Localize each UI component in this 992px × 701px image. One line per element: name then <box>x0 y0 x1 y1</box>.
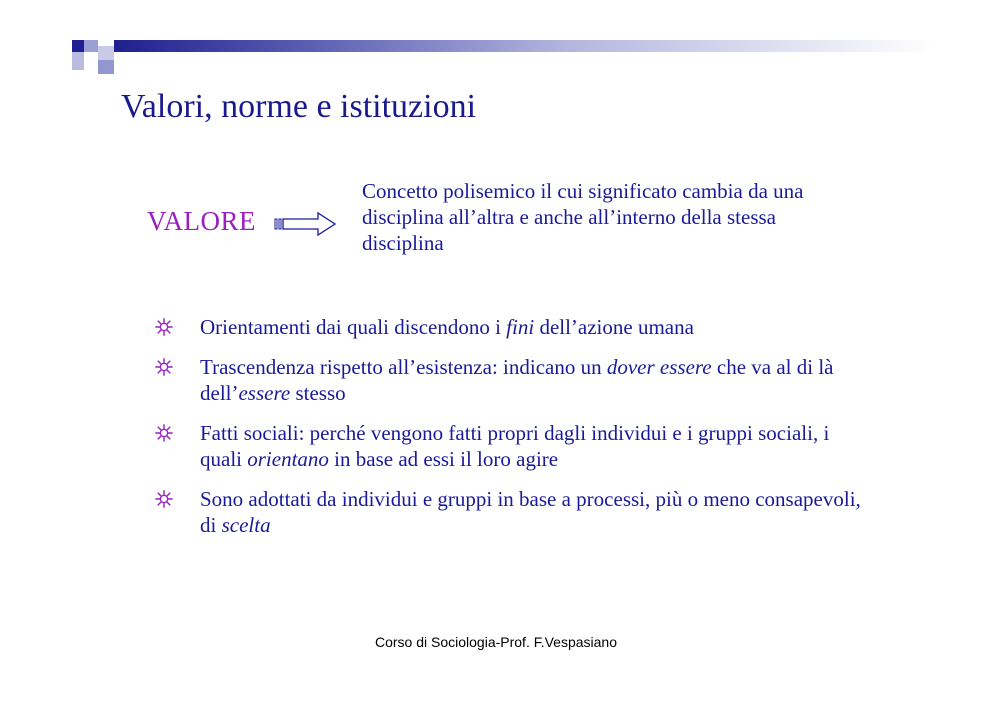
bullet-emphasis: essere <box>238 381 291 405</box>
deco-gradient-bar <box>114 40 934 52</box>
bullet-list <box>155 314 875 552</box>
bullet-emphasis: dover essere <box>606 355 712 379</box>
slide-footer: Corso di Sociologia-Prof. F.Vespasiano <box>374 634 618 650</box>
bullet-text: che va al di là dell’ <box>200 355 834 405</box>
outline-right-arrow-icon <box>274 212 336 236</box>
star-burst-bullet-icon <box>155 490 173 508</box>
deco-square <box>98 46 114 60</box>
slide-title: Valori, norme e istituzioni <box>121 88 477 125</box>
deco-square <box>84 40 98 52</box>
bullet-text: Sono adottati da individui e gruppi in base a processi, più o meno consapevoli, di <box>200 487 861 537</box>
deco-square <box>72 40 84 52</box>
definition-text: Concetto polisemico il cui significato cambia da una disciplina all’altra e anche all’interno della stessa disciplina <box>362 179 804 255</box>
bullet-text: Trascendenza rispetto all’esistenza: indicano un <box>200 355 607 379</box>
list-item <box>155 486 875 538</box>
deco-square <box>98 60 114 74</box>
term-label: VALORE <box>147 206 257 236</box>
list-item <box>155 354 875 406</box>
bullet-text: in base ad essi il loro agire <box>328 447 559 471</box>
bullet-emphasis: fini <box>506 315 535 339</box>
list-item <box>155 314 875 340</box>
header-decoration <box>72 40 932 80</box>
bullet-text: Orientamenti dai quali discendono i <box>200 315 507 339</box>
bullet-emphasis: orientano <box>247 447 329 471</box>
bullet-emphasis: scelta <box>221 513 271 537</box>
bullet-text: stesso <box>290 381 346 405</box>
star-burst-bullet-icon <box>155 318 173 336</box>
list-item <box>155 420 875 472</box>
star-burst-bullet-icon <box>155 424 173 442</box>
deco-square <box>72 52 84 70</box>
bullet-text: Fatti sociali: perché vengono fatti propri dagli individui e i gruppi sociali, i quali <box>200 421 830 471</box>
deco-square <box>84 52 98 70</box>
star-burst-bullet-icon <box>155 358 173 376</box>
bullet-text: dell’azione umana <box>534 315 694 339</box>
